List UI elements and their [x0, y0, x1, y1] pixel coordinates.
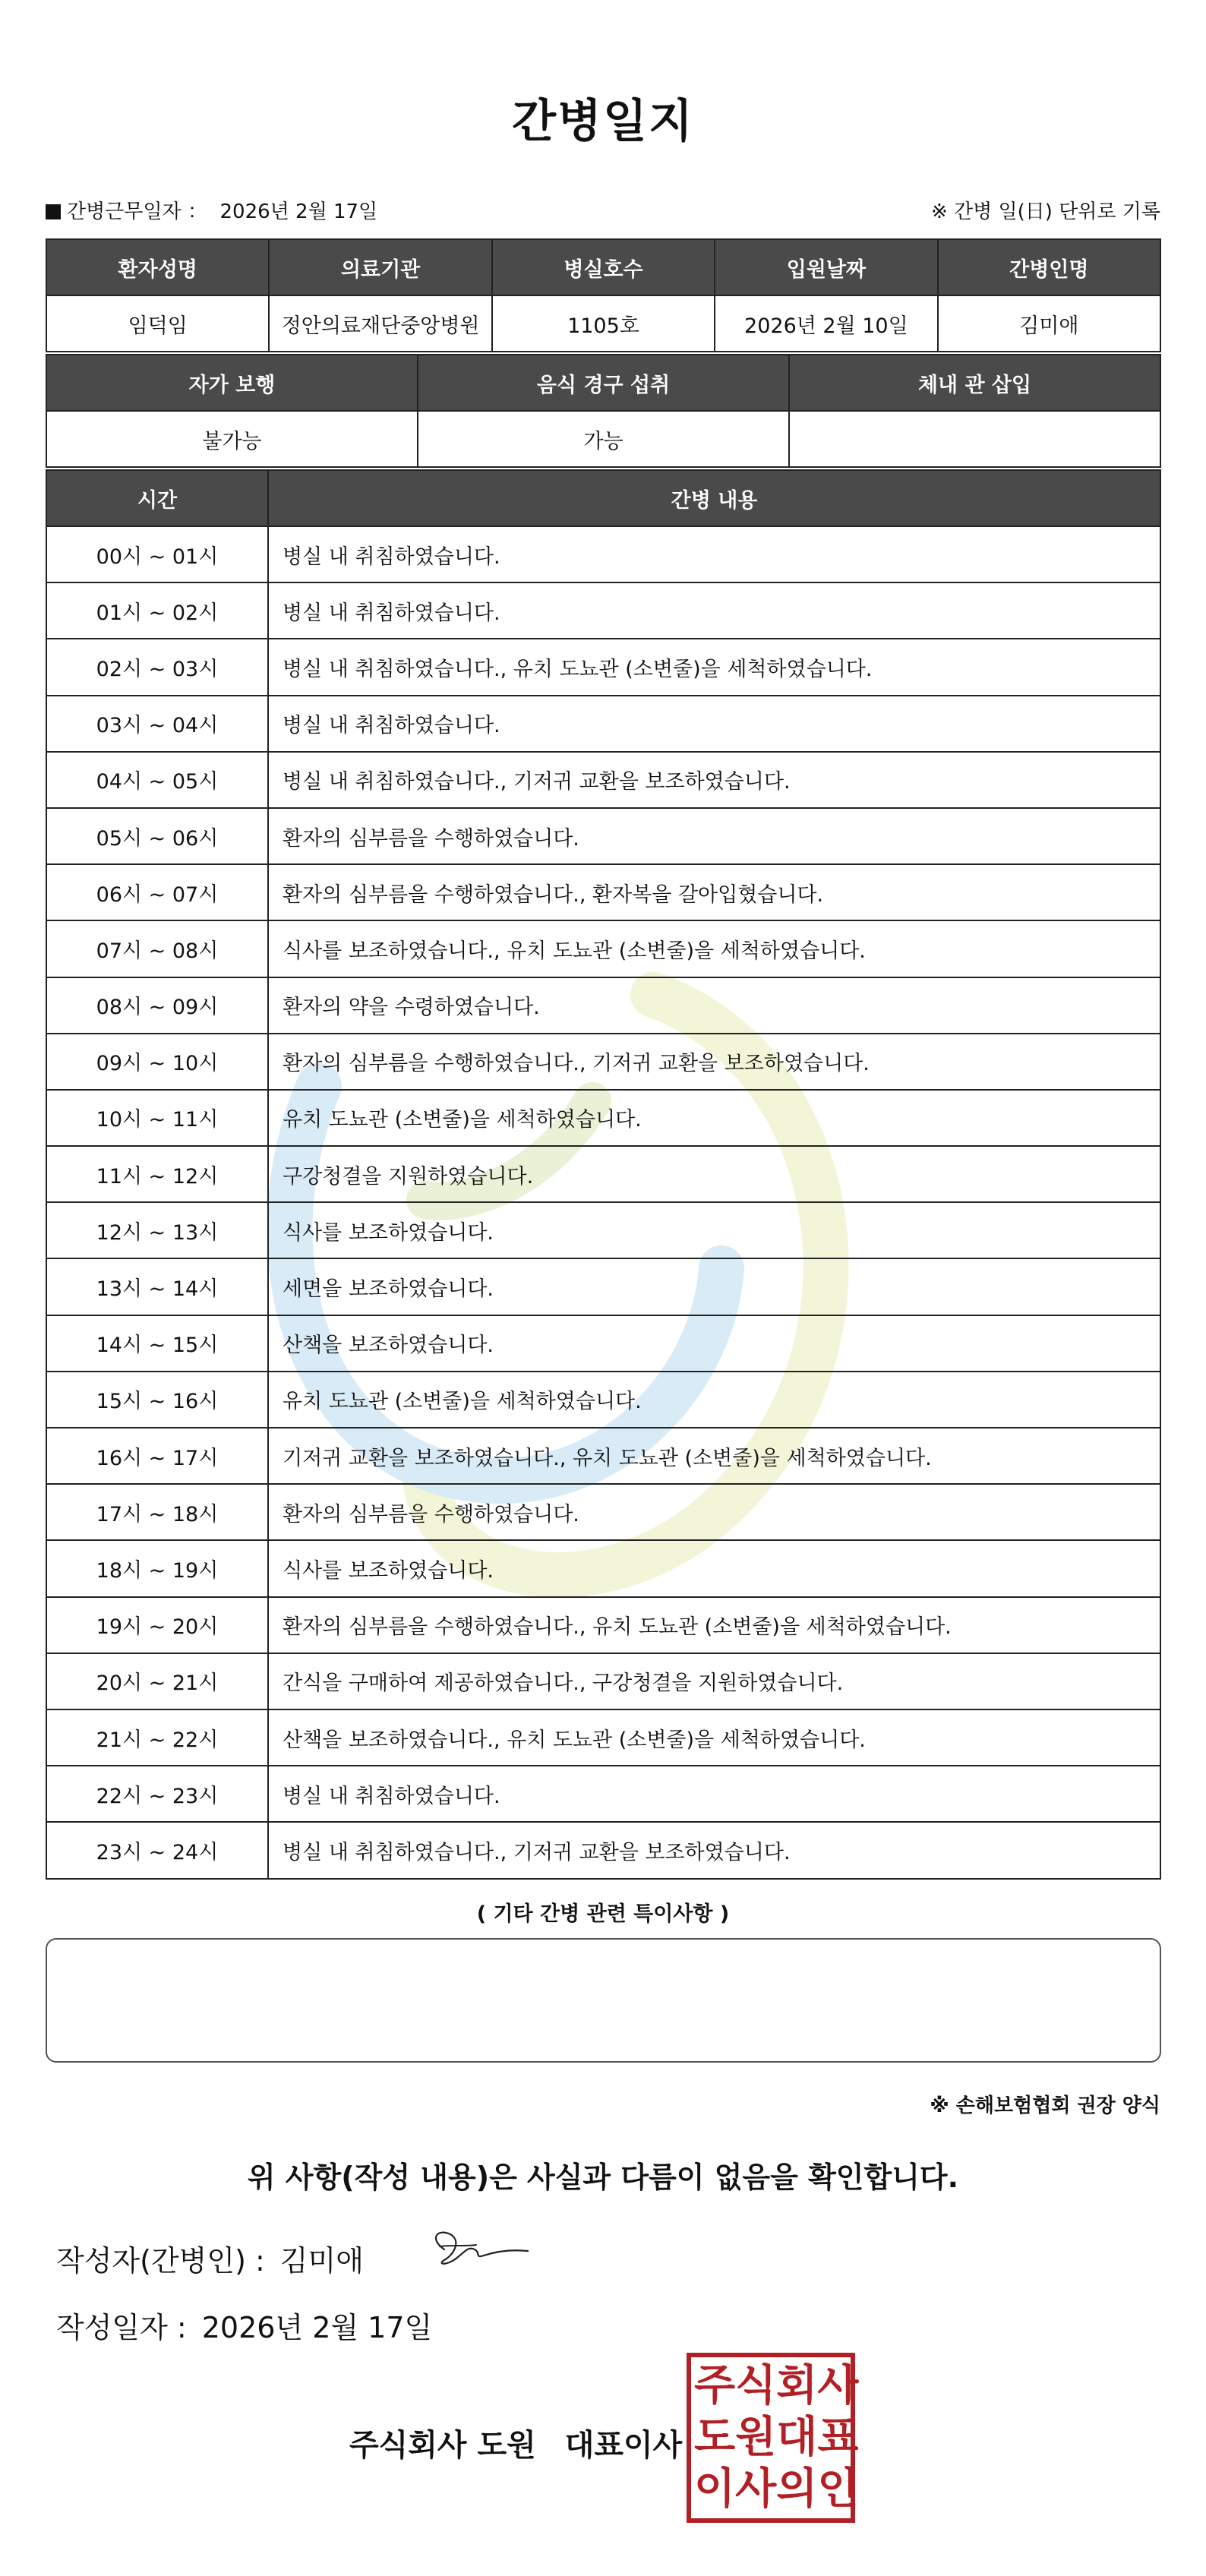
log-content: 환자의 심부름을 수행하였습니다.: [268, 1484, 1160, 1540]
log-time: 00시 ~ 01시: [46, 526, 268, 582]
seal-character: 사: [735, 2464, 777, 2514]
square-bullet-icon: [46, 204, 61, 219]
table-row: [46, 1034, 1160, 1090]
table-header-row: [46, 239, 1160, 295]
header-care-content: 간병 내용: [268, 470, 1160, 526]
header-caregiver: 간병인명: [938, 239, 1160, 295]
log-time: 22시 ~ 23시: [46, 1766, 268, 1822]
notes-title: ( 기타 간병 관련 특이사항 ): [476, 1902, 730, 1926]
table-row: [46, 1146, 1160, 1202]
self-walking-value: 불가능: [46, 411, 418, 467]
table-row: [46, 808, 1160, 864]
log-time: 21시 ~ 22시: [46, 1709, 268, 1766]
header-room: 병실호수: [492, 239, 715, 295]
admission-date: 2026년 2월 10일: [715, 295, 937, 352]
patient-status-table: [46, 354, 1161, 468]
log-time: 14시 ~ 15시: [46, 1315, 268, 1372]
log-time: 06시 ~ 07시: [46, 864, 268, 920]
log-content: 병실 내 취침하였습니다., 기저귀 교환을 보조하였습니다.: [268, 1822, 1160, 1878]
table-row: [46, 411, 1160, 467]
patient-name: 임덕임: [46, 295, 269, 352]
signature-icon: [421, 2224, 535, 2272]
company-name: 주식회사 도원: [349, 2428, 536, 2463]
header-self-walking: 자가 보행: [46, 355, 418, 411]
log-time: 11시 ~ 12시: [46, 1146, 268, 1202]
log-content: 병실 내 취침하였습니다.: [268, 582, 1160, 639]
log-content: 병실 내 취침하였습니다.: [268, 1766, 1160, 1822]
log-content: 유치 도뇨관 (소변줄)을 세척하였습니다.: [268, 1372, 1160, 1428]
seal-character: 표: [817, 2413, 859, 2462]
log-content: 기저귀 교환을 보조하였습니다., 유치 도뇨관 (소변줄)을 세척하였습니다.: [268, 1428, 1160, 1484]
table-row: [46, 752, 1160, 808]
table-row: [46, 1597, 1160, 1653]
special-notes-box: [46, 1938, 1161, 2063]
table-row: [46, 1766, 1160, 1822]
care-log-table: [46, 469, 1161, 1880]
written-date-value: 2026년 2월 17일: [201, 2311, 433, 2344]
log-content: 환자의 심부름을 수행하였습니다., 기저귀 교환을 보조하였습니다.: [268, 1034, 1160, 1090]
writer-name: 김미애: [279, 2244, 364, 2278]
log-time: 17시 ~ 18시: [46, 1484, 268, 1540]
log-content: 환자의 약을 수령하였습니다.: [268, 977, 1160, 1034]
log-time: 10시 ~ 11시: [46, 1090, 268, 1146]
written-date-line: [56, 2304, 432, 2346]
log-content: 환자의 심부름을 수행하였습니다., 환자복을 갈아입혔습니다.: [268, 864, 1160, 920]
log-time: 18시 ~ 19시: [46, 1540, 268, 1596]
room-number: 1105호: [492, 295, 715, 352]
seal-character: 인: [817, 2464, 859, 2514]
log-time: 23시 ~ 24시: [46, 1822, 268, 1878]
work-date-line: [46, 196, 377, 224]
table-row: [46, 1202, 1160, 1258]
tube-insertion-value: [789, 411, 1160, 467]
log-time: 01시 ~ 02시: [46, 582, 268, 639]
seal-character: 식: [735, 2361, 777, 2410]
writer-label: 작성자(간병인) :: [56, 2244, 265, 2278]
care-log-rows: [46, 526, 1160, 1879]
log-content: 세면을 보조하였습니다.: [268, 1258, 1160, 1315]
company-line: [349, 2421, 682, 2464]
log-time: 08시 ~ 09시: [46, 977, 268, 1034]
caregiver-name: 김미애: [938, 295, 1160, 352]
table-header-row: [46, 355, 1160, 411]
log-content: 산책을 보조하였습니다., 유치 도뇨관 (소변줄)을 세척하였습니다.: [268, 1709, 1160, 1766]
confirmation-statement: 위 사항(작성 내용)은 사실과 다름이 없음을 확인합니다.: [247, 2161, 959, 2194]
table-row: [46, 1090, 1160, 1146]
work-date-value: 2026년 2월 17일: [219, 200, 378, 223]
log-content: 식사를 보조하였습니다.: [268, 1202, 1160, 1258]
page-title: 간병일지: [512, 95, 694, 148]
log-content: 식사를 보조하였습니다., 유치 도뇨관 (소변줄)을 세척하였습니다.: [268, 920, 1160, 977]
log-time: 13시 ~ 14시: [46, 1258, 268, 1315]
table-row: [46, 1653, 1160, 1709]
log-content: 환자의 심부름을 수행하였습니다., 유치 도뇨관 (소변줄)을 세척하였습니다.: [268, 1597, 1160, 1653]
seal-character: 의: [776, 2464, 818, 2514]
seal-character: 이: [694, 2464, 736, 2514]
oral-intake-value: 가능: [418, 411, 789, 467]
record-unit-note: ※ 간병 일(日) 단위로 기록: [930, 200, 1160, 223]
table-row: [46, 582, 1160, 639]
log-content: 병실 내 취침하였습니다.: [268, 526, 1160, 582]
table-row: [46, 977, 1160, 1034]
table-row: [46, 639, 1160, 695]
table-row: [46, 864, 1160, 920]
table-row: [46, 1372, 1160, 1428]
table-row: [46, 526, 1160, 582]
seal-character: 도: [694, 2413, 736, 2462]
log-content: 병실 내 취침하였습니다., 기저귀 교환을 보조하였습니다.: [268, 752, 1160, 808]
table-row: [46, 1709, 1160, 1766]
log-time: 05시 ~ 06시: [46, 808, 268, 864]
patient-info-table: [46, 238, 1161, 352]
written-date-label: 작성일자 :: [56, 2311, 187, 2344]
header-tube-insertion: 체내 관 삽입: [789, 355, 1160, 411]
log-content: 유치 도뇨관 (소변줄)을 세척하였습니다.: [268, 1090, 1160, 1146]
work-date-label: 간병근무일자 ：: [67, 200, 207, 223]
log-content: 식사를 보조하였습니다.: [268, 1540, 1160, 1596]
log-time: 03시 ~ 04시: [46, 696, 268, 752]
header-admission-date: 입원날짜: [715, 239, 937, 295]
seal-character: 회: [776, 2361, 818, 2410]
log-time: 20시 ~ 21시: [46, 1653, 268, 1709]
log-time: 04시 ~ 05시: [46, 752, 268, 808]
log-time: 16시 ~ 17시: [46, 1428, 268, 1484]
hospital-name: 정안의료재단중앙병원: [269, 295, 491, 352]
header-patient-name: 환자성명: [46, 239, 269, 295]
seal-character: 사: [817, 2361, 859, 2410]
log-time: 12시 ~ 13시: [46, 1202, 268, 1258]
form-source-note: ※ 손해보험협회 권장 양식: [930, 2095, 1160, 2117]
company-representative: 대표이사: [564, 2428, 683, 2463]
header-oral-intake: 음식 경구 섭취: [418, 355, 789, 411]
header-hospital: 의료기관: [269, 239, 491, 295]
log-time: 09시 ~ 10시: [46, 1034, 268, 1090]
log-content: 간식을 구매하여 제공하였습니다., 구강청결을 지원하였습니다.: [268, 1653, 1160, 1709]
seal-character: 주: [694, 2361, 736, 2410]
log-time: 19시 ~ 20시: [46, 1597, 268, 1653]
table-row: [46, 696, 1160, 752]
log-content: 구강청결을 지원하였습니다.: [268, 1146, 1160, 1202]
writer-line: [56, 2237, 364, 2279]
table-row: [46, 1315, 1160, 1372]
table-row: [46, 1822, 1160, 1878]
table-row: [46, 1484, 1160, 1540]
table-row: [46, 1428, 1160, 1484]
header-time: 시간: [46, 470, 268, 526]
company-seal-stamp: [687, 2353, 859, 2523]
table-row: [46, 920, 1160, 977]
log-time: 15시 ~ 16시: [46, 1372, 268, 1428]
log-content: 병실 내 취침하였습니다., 유치 도뇨관 (소변줄)을 세척하였습니다.: [268, 639, 1160, 695]
log-time: 02시 ~ 03시: [46, 639, 268, 695]
table-header-row: [46, 470, 1160, 526]
table-row: [46, 1540, 1160, 1596]
seal-character: 대: [776, 2413, 818, 2462]
log-content: 병실 내 취침하였습니다.: [268, 696, 1160, 752]
log-time: 07시 ~ 08시: [46, 920, 268, 977]
table-row: [46, 1258, 1160, 1315]
log-content: 산책을 보조하였습니다.: [268, 1315, 1160, 1372]
seal-character: 원: [735, 2413, 777, 2462]
log-content: 환자의 심부름을 수행하였습니다.: [268, 808, 1160, 864]
table-row: [46, 295, 1160, 352]
